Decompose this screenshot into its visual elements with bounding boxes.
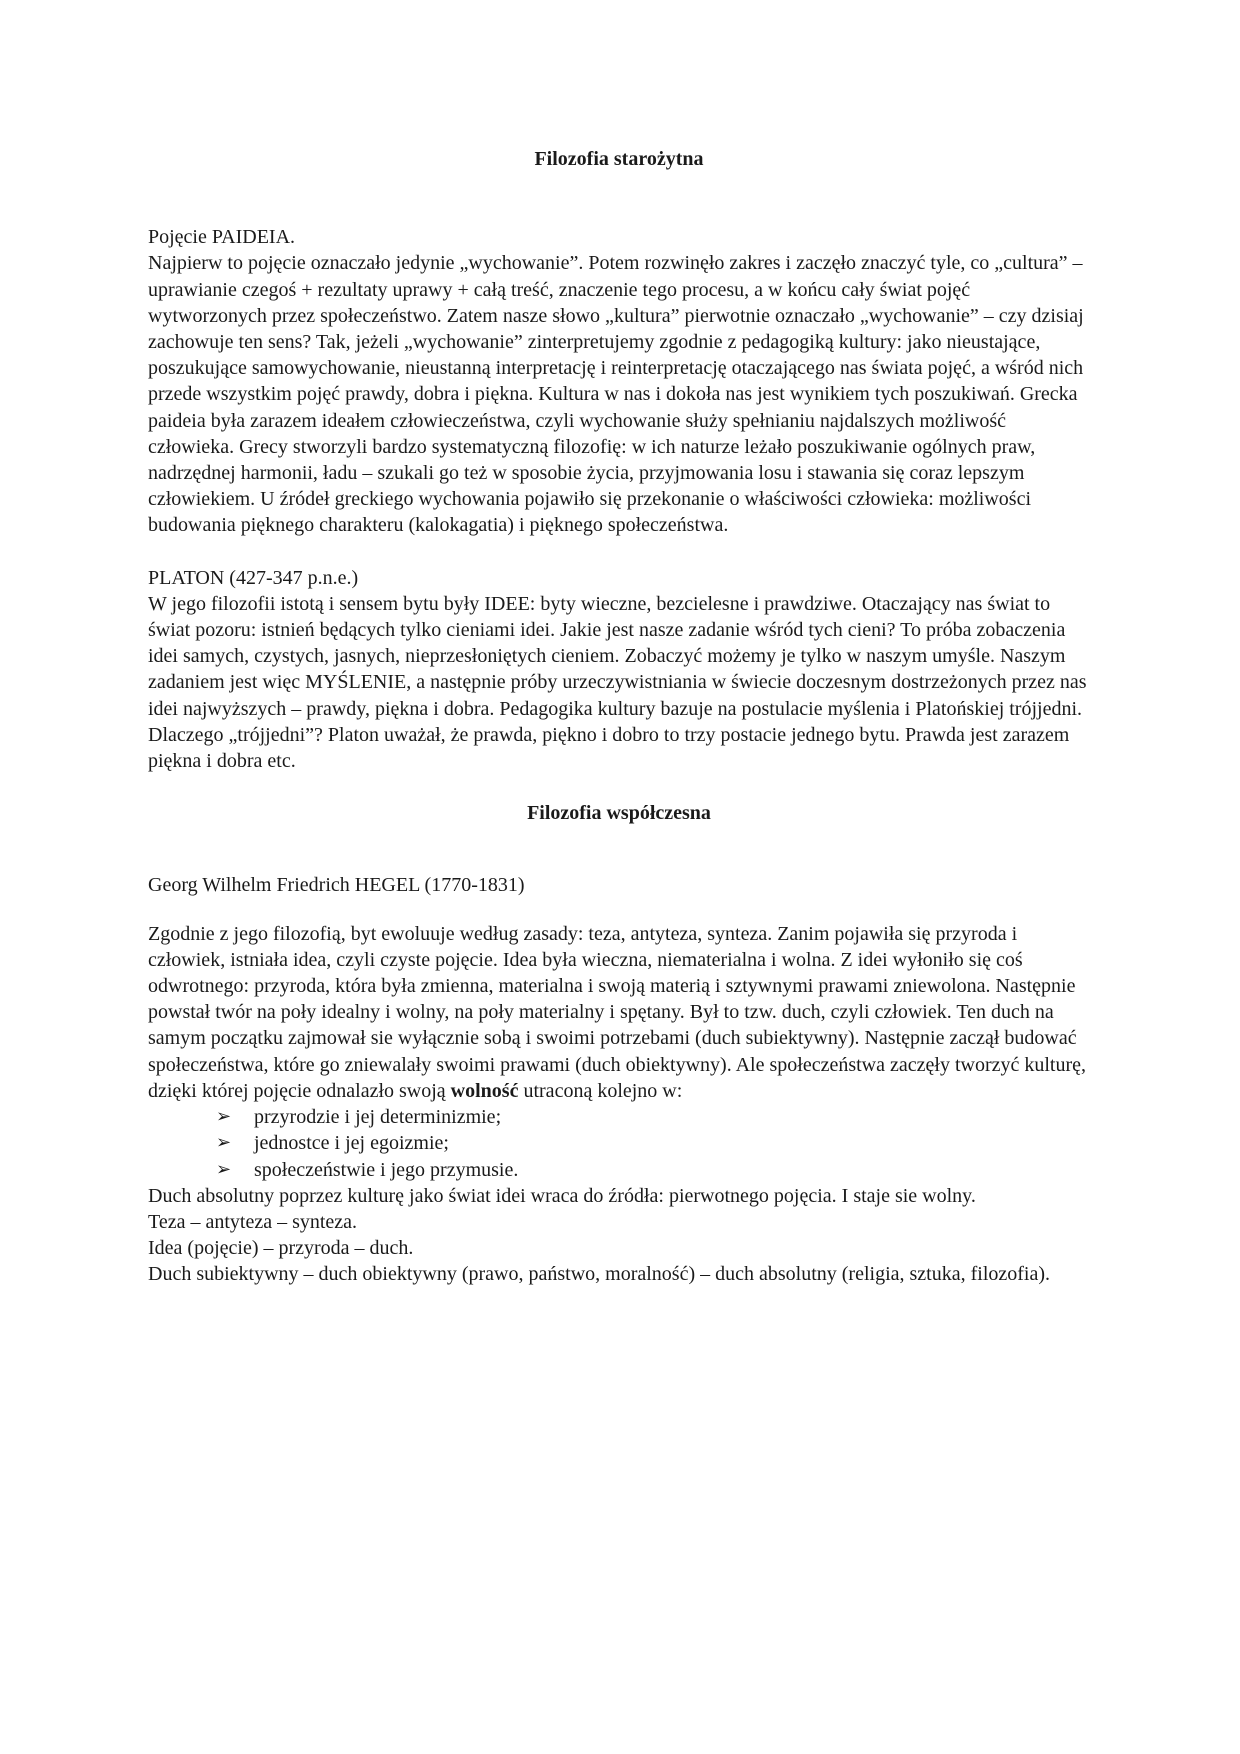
- platon-heading: PLATON (427-347 p.n.e.): [148, 566, 359, 589]
- hegel-paragraph: [148, 921, 1090, 1104]
- list-item-text: przyrodzie i jej determinizmie;: [254, 1106, 502, 1129]
- paideia-heading: Pojęcie PAIDEIA.: [148, 226, 296, 249]
- absolute-spirit-paragraph: Duch absolutny poprzez kulturę jako świat idei wraca do źródła: pierwotnego pojęcia. I staje sie wolny.: [148, 1184, 976, 1207]
- list-item: [216, 1157, 1090, 1183]
- hegel-text-part2: utraconą kolejno w:: [518, 1079, 683, 1102]
- spirit-line: Duch subiektywny – duch obiektywny (prawo, państwo, moralność) – duch absolutny (religia, sztuka, filozofia).: [148, 1263, 1051, 1286]
- arrow-bullet-icon: ➢: [216, 1158, 232, 1180]
- title-contemporary-philosophy: Filozofia współczesna: [527, 802, 711, 825]
- hegel-text-part1: Zgodnie z jego filozofią, byt ewoluuje według zasady: teza, antyteza, synteza. Zanim pojawiła się przyroda i człowiek, istniała idea, czyli czyste pojęcie. Idea była wieczna, niematerialna i wolna. Z idei wyłoniło się coś odwrotnego: przyroda, która była zmienna, materialna i swoją materią i sztywnymi prawami zniewolona. Następnie powstał twór na poły idealny i wolny, na poły materialny i spętany. Był to tzw. duch, czyli człowiek. Ten duch na samym początku zajmował sie wyłącznie sobą i swoimi potrzebami (duch subiektywny). Następnie zaczął budować społeczeństwa, które go zniewalały swoimi prawami (duch obiektywny). Ale społeczeństwa zaczęły tworzyć kulturę, dzięki której pojęcie odnalazło swoją: [148, 922, 1087, 1102]
- hegel-list: [148, 1104, 1090, 1183]
- paideia-paragraph: Najpierw to pojęcie oznaczało jedynie „wychowanie”. Potem rozwinęło zakres i zaczęło znaczyć tyle, co „cultura” – uprawianie czegoś + rezultaty uprawy + całą treść, znaczenie tego procesu, a w końcu cały świat pojęć wytworzonych przez społeczeństwo. Zatem nasze słowo „kultura” pierwotnie oznaczało „wychowanie” – czy dzisiaj zachowuje ten sens? Tak, jeżeli „wychowanie” zinterpretujemy zgodnie z pedagogiką kultury: jako nieustające, poszukujące samowychowanie, nieustanną interpretację i reinterpretację otaczającego nas świata pojęć, a wśród nich przede wszystkim pojęć prawdy, dobra i piękna. Kultura w nas i dokoła nas jest wynikiem tych poszukiwań. Grecka paideia była zarazem ideałem człowieczeństwa, czyli wychowanie służy spełnianiu najdalszych możliwość człowieka. Grecy stworzyli bardzo systematyczną filozofię: w ich naturze leżało poszukiwanie ogólnych praw, nadrzędnej harmonii, ładu – szukali go też w sposobie życia, przyjmowania losu i stawania się coraz lepszym człowiekiem. U źródeł greckiego wychowania pojawiło się przekonanie o właściwości człowieka: możliwości budowania pięknego charakteru (kalokagatia) i pięknego społeczeństwa.: [148, 252, 1084, 537]
- platon-paragraph: W jego filozofii istotą i sensem bytu były IDEE: byty wieczne, bezcielesne i prawdziwe. Otaczający nas świat to świat pozoru: istnień będących tylko cieniami idei. Jakie jest nasze zadanie wśród tych cieni? To próba zobaczenia idei samych, czystych, jasnych, nieprzesłoniętych cieniem. Zobaczyć możemy je tylko w naszym umyśle. Naszym zadaniem jest więc MYŚLENIE, a następnie próby urzeczywistniania w świecie doczesnym dostrzeżonych przez nas idei najwyższych – prawdy, piękna i dobra. Pedagogika kultury bazuje na postulacie myślenia i Platońskiej trójjedni. Dlaczego „trójjedni”? Platon uważał, że prawda, piękno i dobro to trzy postacie jednego bytu. Prawda jest zarazem piękna i dobra etc.: [148, 592, 1087, 773]
- list-item-text: jednostce i jej egoizmie;: [254, 1132, 449, 1155]
- list-item: [216, 1104, 1090, 1130]
- idea-line: Idea (pojęcie) – przyroda – duch.: [148, 1237, 414, 1260]
- title-ancient-philosophy: Filozofia starożytna: [534, 148, 704, 170]
- list-item-text: społeczeństwie i jego przymusie.: [254, 1158, 519, 1181]
- arrow-bullet-icon: ➢: [216, 1132, 232, 1154]
- triad-line: Teza – antyteza – synteza.: [148, 1210, 358, 1233]
- hegel-heading: Georg Wilhelm Friedrich HEGEL (1770-1831): [148, 874, 525, 897]
- document-body: [148, 146, 1090, 1288]
- hegel-text-bold-freedom: wolność: [450, 1079, 519, 1102]
- list-item: [216, 1130, 1090, 1156]
- arrow-bullet-icon: ➢: [216, 1106, 232, 1128]
